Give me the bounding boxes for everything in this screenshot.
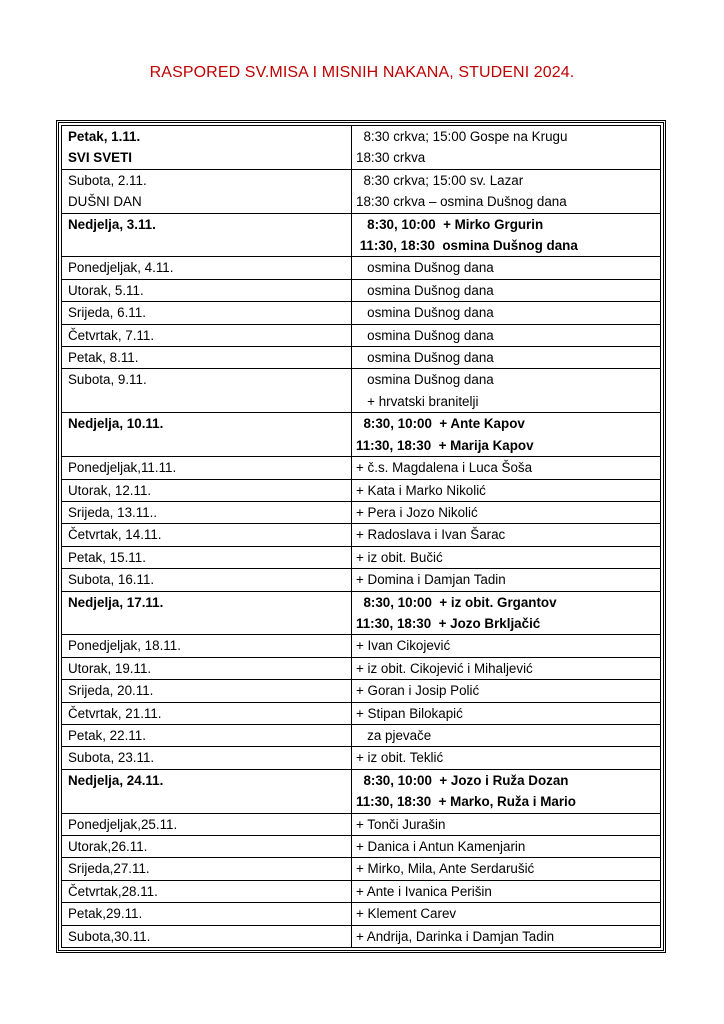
- table-row: [62, 925, 661, 947]
- day-cell: [62, 903, 352, 925]
- day-label: Nedjelja, 17.11.: [68, 594, 164, 610]
- intention-cell: [352, 657, 661, 679]
- intention-cell: [352, 880, 661, 902]
- intention-cell: [352, 680, 661, 702]
- table-row: [62, 680, 661, 702]
- intention-cell: [352, 257, 661, 279]
- intention-cell: [352, 836, 661, 858]
- day-cell: [62, 813, 352, 835]
- day-cell: [62, 413, 352, 457]
- table-row: [62, 747, 661, 769]
- table-row: [62, 324, 661, 346]
- intention-text: 8:30 crkva; 15:00 Gospe na Krugu: [356, 129, 568, 144]
- day-label: Petak, 1.11.: [68, 129, 141, 144]
- intention-cell: [352, 769, 661, 813]
- day-label: Nedjelja, 24.11.: [68, 772, 164, 788]
- intention-cell: [352, 213, 661, 257]
- intention-text: 11:30, 18:30 osmina Dušnog dana: [356, 238, 578, 254]
- intention-text: + Mirko, Mila, Ante Serdarušić: [356, 861, 535, 877]
- day-label: Petak, 8.11.: [68, 350, 139, 366]
- day-cell: [62, 546, 352, 568]
- intention-cell: [352, 903, 661, 925]
- day-label: Petak,29.11.: [68, 906, 143, 922]
- day-label: Nedjelja, 10.11.: [68, 416, 164, 432]
- intention-cell: [352, 813, 661, 835]
- day-label: Utorak, 5.11.: [68, 282, 144, 298]
- intention-text: + Kata i Marko Nikolić: [356, 482, 486, 498]
- day-label: Utorak,26.11.: [68, 839, 148, 854]
- intention-text: 18:30 crkva – osmina Dušnog dana: [356, 194, 567, 210]
- day-cell: [62, 347, 352, 369]
- intention-cell: [352, 925, 661, 947]
- intention-text: 11:30, 18:30 + Jozo Brkljačić: [356, 615, 541, 631]
- day-cell: [62, 769, 352, 813]
- table-row: [62, 702, 661, 724]
- table-row: [62, 546, 661, 568]
- intention-cell: [352, 591, 661, 635]
- table-row: [62, 858, 661, 880]
- intention-cell: [352, 702, 661, 724]
- table-row: [62, 369, 661, 413]
- day-label: Subota, 2.11.: [68, 172, 147, 188]
- day-label: Nedjelja, 3.11.: [68, 216, 156, 232]
- table-row: [62, 257, 661, 279]
- day-label: Srijeda,27.11.: [68, 861, 150, 877]
- intention-text: + iz obit. Cikojević i Mihaljević: [356, 660, 533, 676]
- day-label: Ponedjeljak,25.11.: [68, 816, 178, 832]
- intention-cell: [352, 747, 661, 769]
- table-row: [62, 569, 661, 591]
- intention-text: osmina Dušnog dana: [356, 260, 494, 276]
- intention-text: osmina Dušnog dana: [356, 305, 494, 321]
- day-cell: [62, 169, 352, 213]
- intention-text: 8:30, 10:00 + iz obit. Grgantov: [356, 594, 557, 610]
- intention-text: osmina Dušnog dana: [356, 372, 494, 388]
- intention-text: + hrvatski branitelji: [356, 393, 479, 409]
- day-label: Utorak, 19.11.: [68, 660, 152, 676]
- table-row: [62, 880, 661, 902]
- intention-text: 8:30, 10:00 + Jozo i Ruža Dozan: [356, 772, 569, 788]
- intention-text: + Klement Carev: [356, 906, 457, 922]
- day-cell: [62, 657, 352, 679]
- day-cell: [62, 213, 352, 257]
- intention-cell: [352, 457, 661, 479]
- day-cell: [62, 747, 352, 769]
- day-label: Utorak, 12.11.: [68, 482, 152, 498]
- table-row: [62, 903, 661, 925]
- day-label: Srijeda, 13.11..: [68, 504, 158, 520]
- day-cell: [62, 257, 352, 279]
- table-row: [62, 347, 661, 369]
- day-cell: [62, 591, 352, 635]
- table-row: [62, 524, 661, 546]
- intention-text: osmina Dušnog dana: [356, 350, 494, 366]
- day-label: Ponedjeljak,11.11.: [68, 460, 177, 476]
- intention-text: 8:30, 10:00 + Mirko Grgurin: [356, 216, 544, 232]
- intention-text: + Pera i Jozo Nikolić: [356, 504, 478, 520]
- table-row: [62, 213, 661, 257]
- schedule-body: [62, 126, 661, 948]
- intention-cell: [352, 126, 661, 170]
- day-label: Srijeda, 6.11.: [68, 305, 146, 321]
- table-row: [62, 279, 661, 301]
- intention-cell: [352, 546, 661, 568]
- intention-text: + Domina i Damjan Tadin: [356, 572, 506, 588]
- day-cell: [62, 524, 352, 546]
- intention-text: + iz obit. Bučić: [356, 549, 443, 565]
- table-row: [62, 457, 661, 479]
- day-cell: [62, 324, 352, 346]
- intention-cell: [352, 569, 661, 591]
- intention-text: 18:30 crkva: [356, 150, 426, 166]
- table-row: [62, 635, 661, 657]
- day-label: Ponedjeljak, 4.11.: [68, 260, 174, 276]
- day-label: Subota, 9.11.: [68, 372, 147, 388]
- day-label: Ponedjeljak, 18.11.: [68, 638, 181, 654]
- day-label: Petak, 15.11.: [68, 549, 146, 565]
- day-cell: [62, 858, 352, 880]
- day-label: Četvrtak, 21.11.: [68, 705, 162, 721]
- intention-cell: [352, 635, 661, 657]
- table-row: [62, 813, 661, 835]
- day-label: DUŠNI DAN: [68, 194, 142, 210]
- intention-cell: [352, 479, 661, 501]
- day-cell: [62, 925, 352, 947]
- table-row: [62, 479, 661, 501]
- day-label: Srijeda, 20.11.: [68, 683, 154, 699]
- intention-cell: [352, 324, 661, 346]
- intention-text: + Andrija, Darinka i Damjan Tadin: [356, 928, 555, 944]
- intention-cell: [352, 302, 661, 324]
- table-row: [62, 769, 661, 813]
- day-cell: [62, 635, 352, 657]
- schedule-table: [61, 125, 661, 948]
- intention-text: + Goran i Josip Polić: [356, 683, 480, 699]
- intention-cell: [352, 347, 661, 369]
- table-row: [62, 591, 661, 635]
- table-row: [62, 836, 661, 858]
- table-row: [62, 657, 661, 679]
- day-label: Četvrtak,28.11.: [68, 883, 158, 899]
- day-label: Četvrtak, 7.11.: [68, 327, 155, 343]
- day-cell: [62, 880, 352, 902]
- day-label: Subota, 16.11.: [68, 572, 155, 588]
- table-row: [62, 724, 661, 746]
- day-label: Subota,30.11.: [68, 928, 151, 944]
- intention-text: + Ante i Ivanica Perišin: [356, 883, 492, 899]
- day-cell: [62, 501, 352, 523]
- day-cell: [62, 680, 352, 702]
- day-label: Četvrtak, 14.11.: [68, 527, 162, 543]
- intention-text: 8:30 crkva; 15:00 sv. Lazar: [356, 172, 524, 188]
- intention-cell: [352, 724, 661, 746]
- day-label: Subota, 23.11.: [68, 750, 155, 766]
- intention-text: 11:30, 18:30 + Marko, Ruža i Mario: [356, 794, 576, 810]
- day-cell: [62, 724, 352, 746]
- intention-cell: [352, 524, 661, 546]
- intention-text: + Tonči Jurašin: [356, 816, 446, 832]
- intention-cell: [352, 279, 661, 301]
- day-cell: [62, 569, 352, 591]
- intention-text: za pjevače: [356, 727, 432, 743]
- intention-text: + Ivan Cikojević: [356, 638, 451, 654]
- table-row: [62, 501, 661, 523]
- intention-text: 11:30, 18:30 + Marija Kapov: [356, 437, 534, 453]
- day-cell: [62, 836, 352, 858]
- intention-cell: [352, 369, 661, 413]
- day-label: Petak, 22.11.: [68, 727, 146, 743]
- intention-cell: [352, 858, 661, 880]
- intention-text: + Danica i Antun Kamenjarin: [356, 839, 526, 854]
- intention-text: osmina Dušnog dana: [356, 327, 494, 343]
- day-cell: [62, 279, 352, 301]
- table-row: [62, 126, 661, 170]
- intention-text: + iz obit. Teklić: [356, 750, 444, 766]
- table-row: [62, 302, 661, 324]
- day-cell: [62, 479, 352, 501]
- table-row: [62, 169, 661, 213]
- table-row: [62, 413, 661, 457]
- day-cell: [62, 126, 352, 170]
- intention-text: + Radoslava i Ivan Šarac: [356, 527, 506, 543]
- intention-cell: [352, 169, 661, 213]
- intention-text: + Stipan Bilokapić: [356, 705, 463, 721]
- day-cell: [62, 369, 352, 413]
- day-cell: [62, 302, 352, 324]
- intention-text: 8:30, 10:00 + Ante Kapov: [356, 416, 525, 432]
- intention-text: osmina Dušnog dana: [356, 282, 494, 298]
- day-cell: [62, 457, 352, 479]
- intention-cell: [352, 501, 661, 523]
- intention-cell: [352, 413, 661, 457]
- day-label: SVI SVETI: [68, 150, 132, 166]
- intention-text: + č.s. Magdalena i Luca Šoša: [356, 460, 533, 476]
- page-title: RASPORED SV.MISA I MISNIH NAKANA, STUDENI 2024.: [149, 64, 575, 81]
- day-cell: [62, 702, 352, 724]
- schedule-frame: [56, 120, 666, 953]
